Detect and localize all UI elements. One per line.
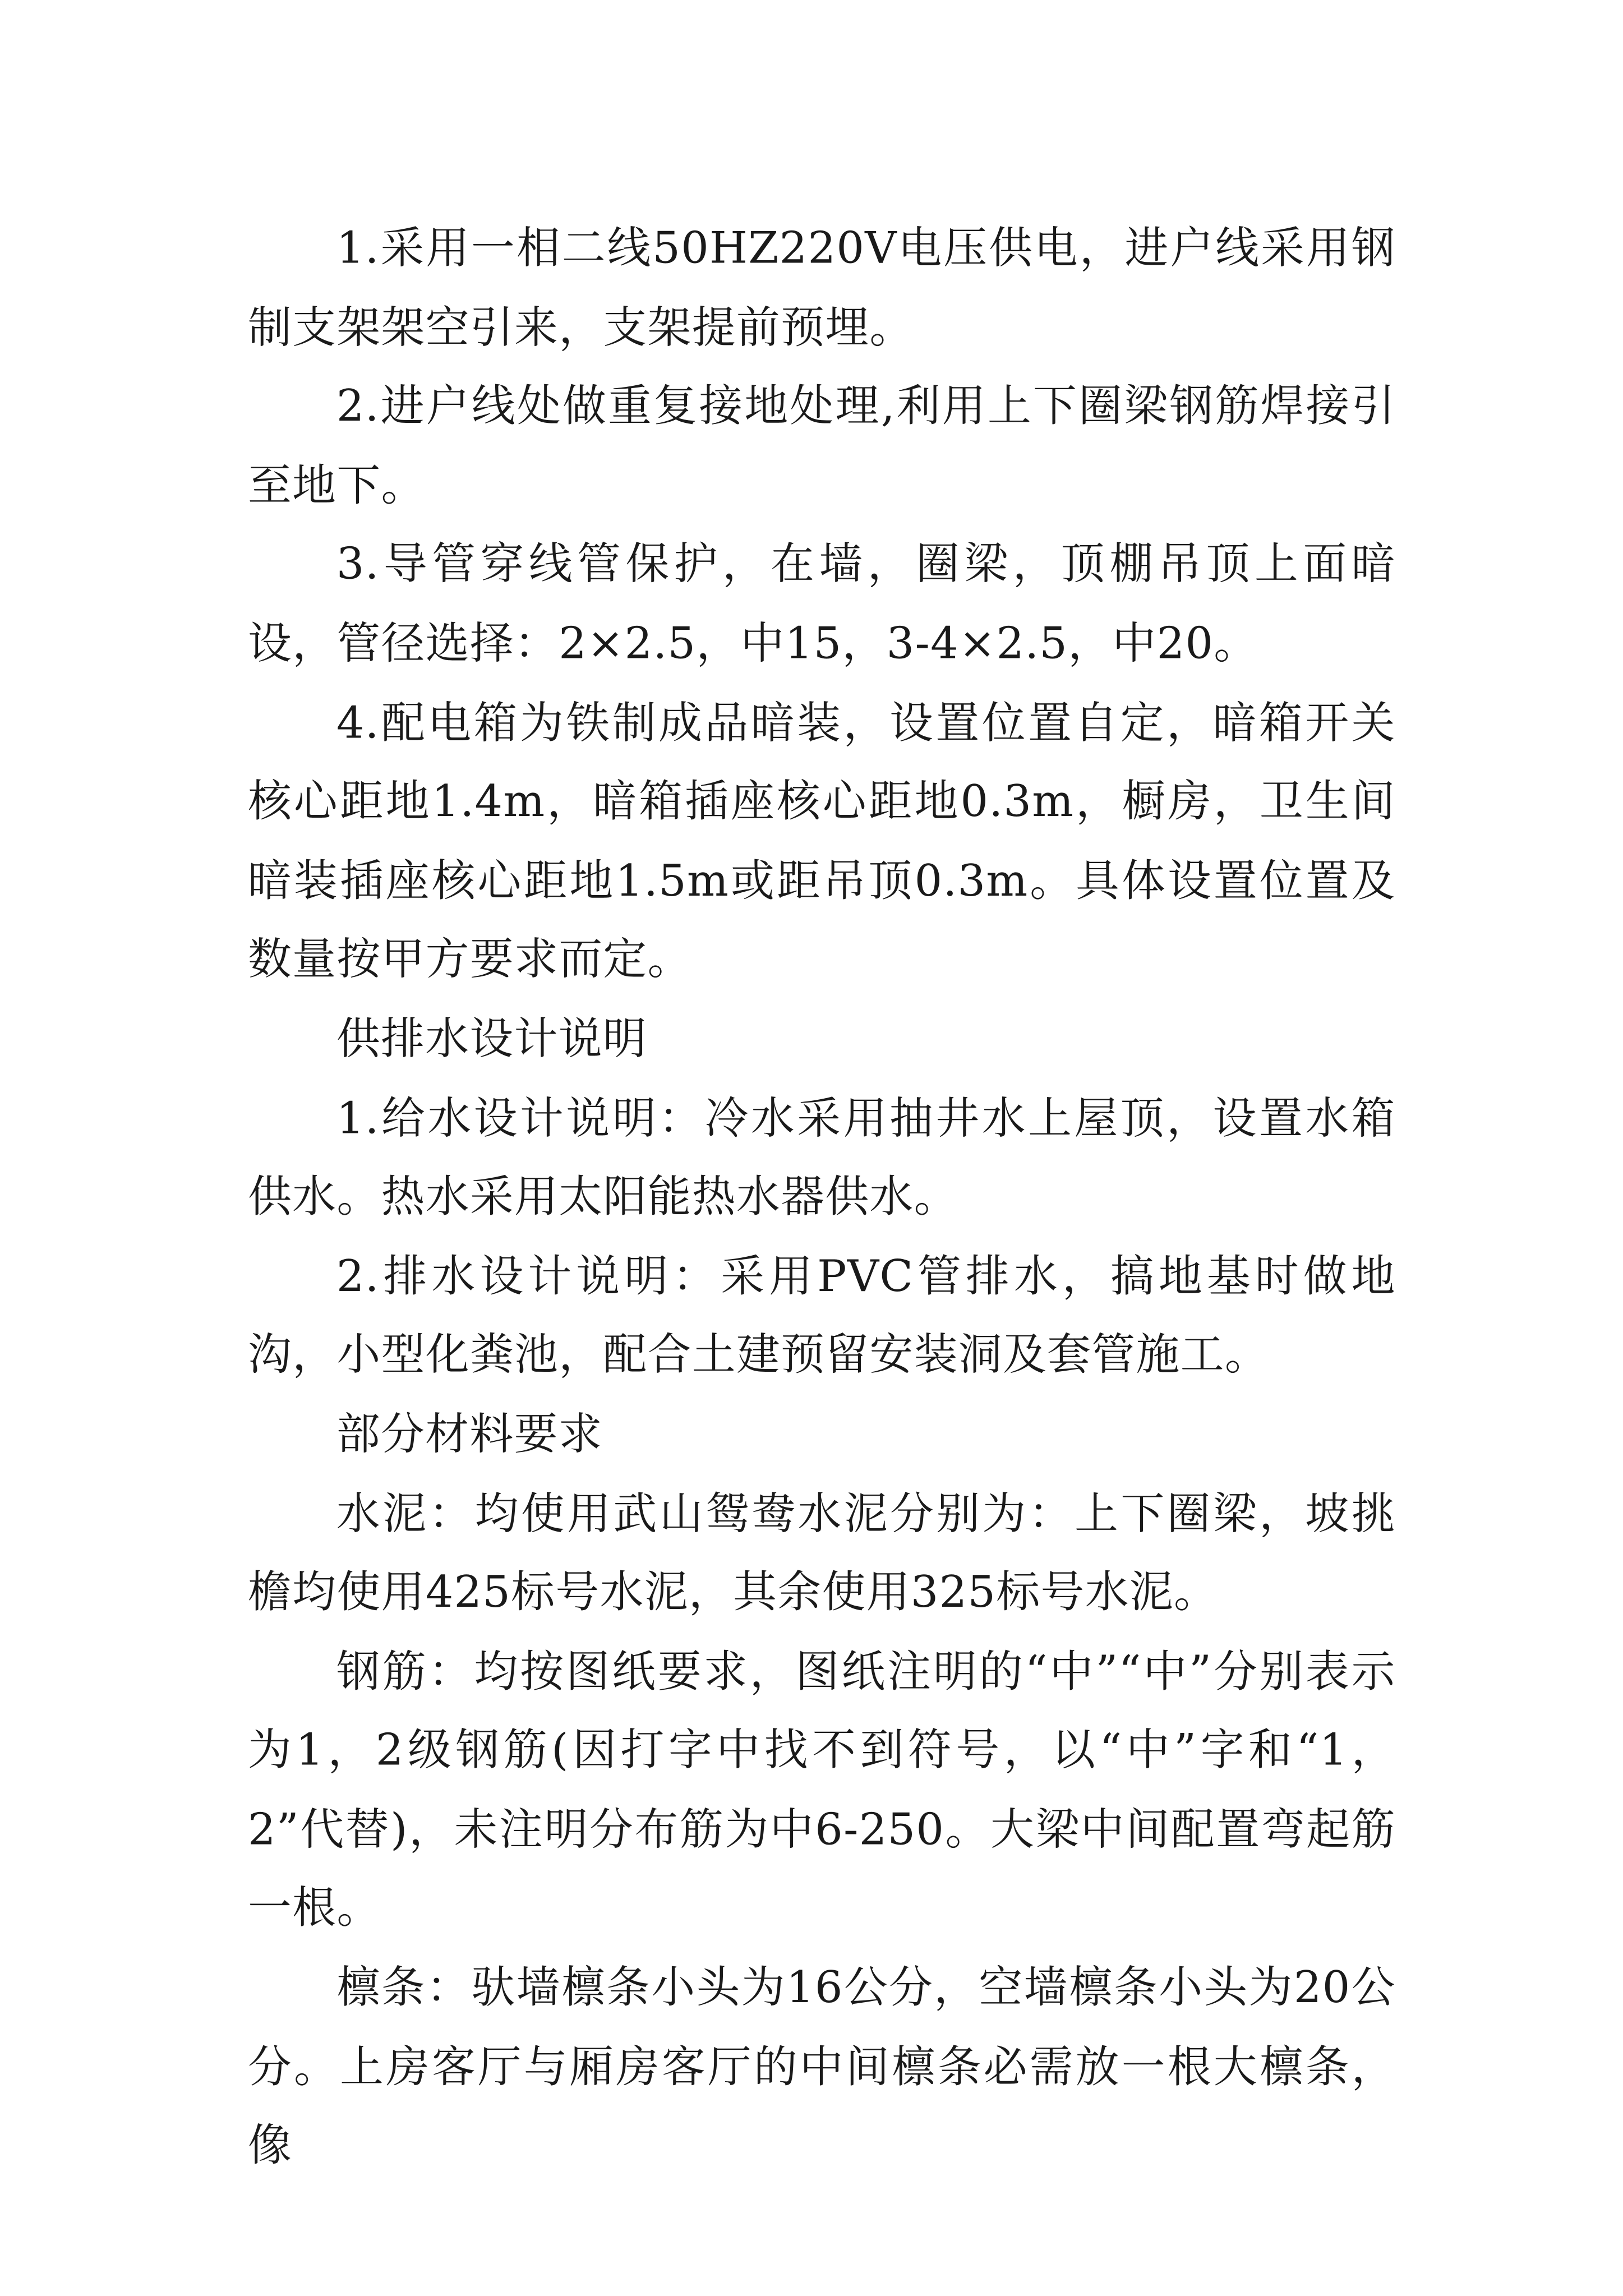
paragraph-purlins: 檩条：驮墙檩条小头为16公分，空墙檩条小头为20公分。上房客厅与厢房客厅的中间檩条必需放一根大檩条，像 (247, 1962, 1396, 2171)
paragraph-rebar: 钢筋：均按图纸要求，图纸注明的“中”“中”分别表示为1，2级钢筋(因打字中找不到符号，以“中”字和“1，2”代替)，未注明分布筋为中6-250。大梁中间配置弯起筋一根。 (247, 1646, 1396, 1934)
section-heading-water: 供排水设计说明 (336, 1013, 648, 1064)
paragraph-drainage: 2.排水设计说明：采用PVC管排水，搞地基时做地沟，小型化粪池，配合土建预留安装洞及套管施工。 (247, 1251, 1396, 1380)
paragraph-distribution-box: 4.配电箱为铁制成品暗装，设置位置自定，暗箱开关核心距地1.4m，暗箱插座核心距地0.3m，橱房，卫生间暗装插座核心距地1.5m或距吊顶0.3m。具体设置位置及数量按甲方要求而定。 (247, 697, 1396, 985)
paragraph-water-supply: 1.给水设计说明：冷水采用抽井水上屋顶，设置水箱供水。热水采用太阳能热水器供水。 (247, 1092, 1396, 1222)
paragraph-cement: 水泥：均使用武山鸳鸯水泥分别为：上下圈梁，坡挑檐均使用425标号水泥，其余使用325标号水泥。 (247, 1488, 1396, 1617)
section-heading-materials: 部分材料要求 (336, 1409, 603, 1459)
paragraph-conduit: 3.导管穿线管保护，在墙，圈梁，顶棚吊顶上面暗设，管径选择：2×2.5，中15，3-4×2.5，中20。 (247, 539, 1396, 668)
paragraph-grounding: 2.进户线处做重复接地处理,利用上下圈梁钢筋焊接引至地下。 (247, 381, 1396, 510)
paragraph-power-supply: 1.采用一相二线50HZ220V电压供电，进户线采用钢制支架架空引来，支架提前预埋。 (247, 223, 1396, 352)
document-body (248, 210, 1396, 2187)
